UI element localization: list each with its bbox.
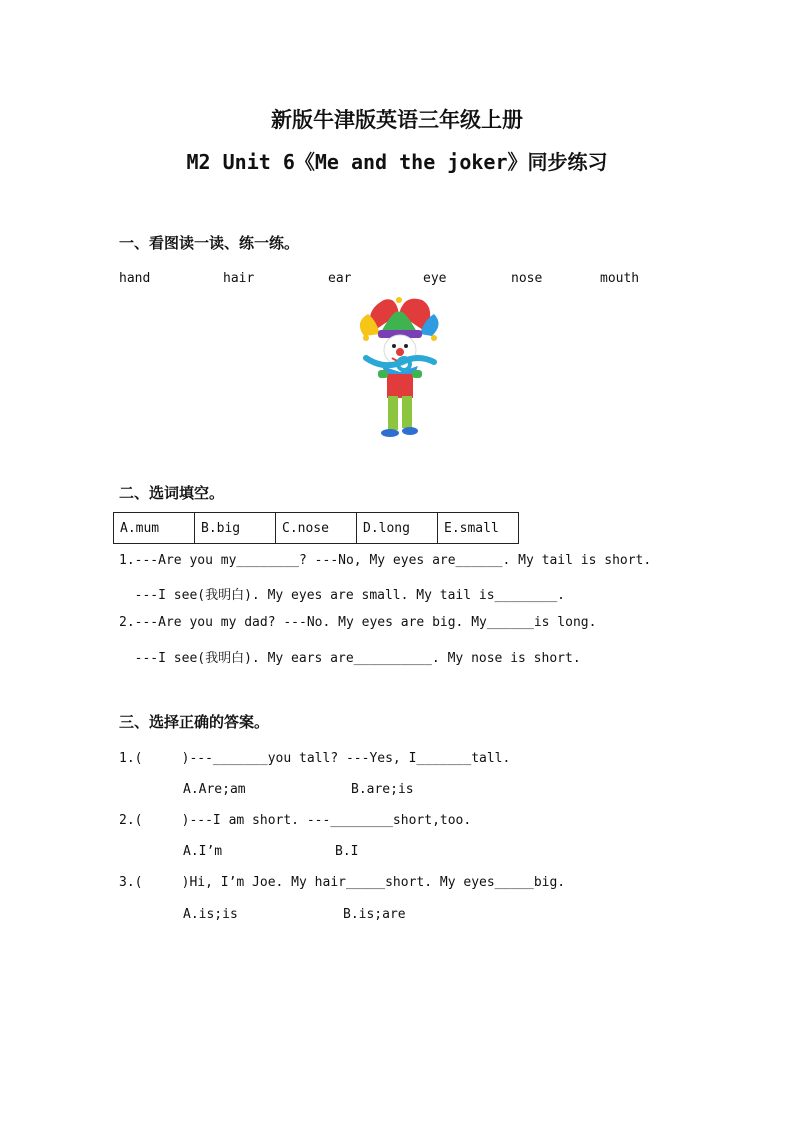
s3-q2-option-a: A.I’m	[183, 844, 223, 859]
page-title: 新版牛津版英语三年级上册	[271, 107, 523, 132]
s2-line-1: 1.---Are you my________? ---No, My eyes are______. My tail is short.	[119, 553, 652, 568]
word-hair: hair	[223, 271, 255, 286]
page-subtitle: M2 Unit 6《Me and the joker》同步练习	[186, 150, 608, 174]
s3-question-2: 2.( )---I am short. ---________short,too.	[119, 813, 472, 828]
option-b: B.big	[195, 513, 276, 544]
s3-q3-option-b: B.is;are	[343, 907, 406, 922]
word-nose: nose	[511, 271, 543, 286]
s3-q1-option-a: A.Are;am	[183, 782, 246, 797]
word-hand: hand	[119, 271, 151, 286]
section3-heading: 三、选择正确的答案。	[119, 713, 270, 731]
clown-illustration-icon	[354, 292, 444, 440]
word-mouth: mouth	[600, 271, 640, 286]
option-c: C.nose	[276, 513, 357, 544]
word-ear: ear	[328, 271, 352, 286]
option-d: D.long	[357, 513, 438, 544]
s2-line-3: 2.---Are you my dad? ---No. My eyes are big. My______is long.	[119, 615, 597, 630]
s2-line-4: ---I see(我明白). My ears are__________. My nose is short.	[119, 651, 581, 666]
section1-heading: 一、看图读一读、练一练。	[119, 234, 300, 252]
s2-line-2: ---I see(我明白). My eyes are small. My tail is________.	[119, 588, 565, 603]
s3-q1-option-b: B.are;is	[351, 782, 414, 797]
s3-question-3: 3.( )Hi, I’m Joe. My hair_____short. My eyes_____big.	[119, 875, 566, 890]
word-choice-table	[113, 512, 519, 544]
section2-heading: 二、选词填空。	[119, 484, 225, 502]
s3-q2-option-b: B.I	[335, 844, 359, 859]
option-a: A.mum	[114, 513, 195, 544]
option-e: E.small	[438, 513, 519, 544]
s3-question-1: 1.( )---_______you tall? ---Yes, I_______tall.	[119, 751, 511, 766]
s3-q3-option-a: A.is;is	[183, 907, 238, 922]
word-eye: eye	[423, 271, 447, 286]
